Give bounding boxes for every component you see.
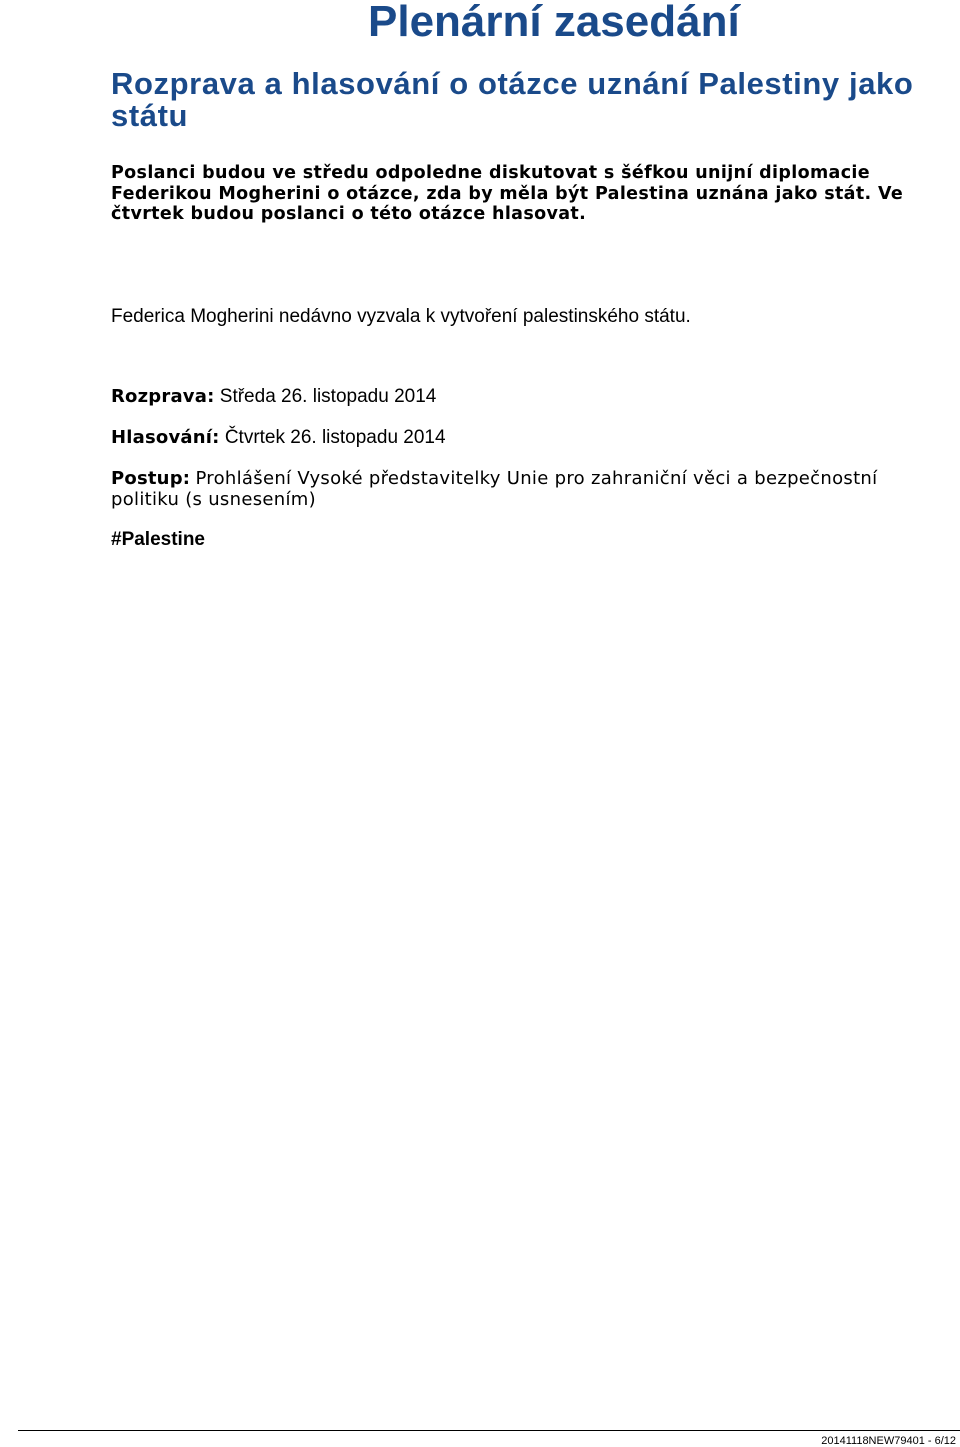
footer-reference: 20141118NEW79401 - 6/12	[821, 1435, 956, 1447]
footer-divider	[18, 1430, 960, 1431]
article-title: Rozprava a hlasování o otázce uznání Palestiny jako státu	[111, 66, 914, 133]
debate-info	[111, 386, 941, 407]
vote-info	[111, 427, 941, 448]
article-lead: Poslanci budou ve středu odpoledne diskutovat s šéfkou unijní diplomacie Federikou Mogherini o otázce, zda by měla být Palestina uznána jako stát. Ve čtvrtek budou poslanci o této otázce hlasovat.	[111, 163, 904, 224]
debate-date: Středa 26. listopadu 2014	[219, 386, 437, 407]
debate-label: Rozprava:	[111, 386, 215, 407]
article-body: Federica Mogherini nedávno vyzvala k vytvoření palestinského státu.	[111, 306, 691, 327]
vote-label: Hlasování:	[111, 427, 220, 448]
vote-date: Čtvrtek 26. listopadu 2014	[224, 427, 446, 448]
section-title: Plenární zasedání	[368, 0, 740, 46]
procedure-label: Postup:	[111, 468, 191, 489]
hashtag: #Palestine	[111, 529, 205, 550]
procedure-info	[111, 468, 941, 510]
procedure-text: Prohlášení Vysoké představitelky Unie pro zahraniční věci a bezpečnostní politiku (s usnesením)	[111, 468, 878, 510]
